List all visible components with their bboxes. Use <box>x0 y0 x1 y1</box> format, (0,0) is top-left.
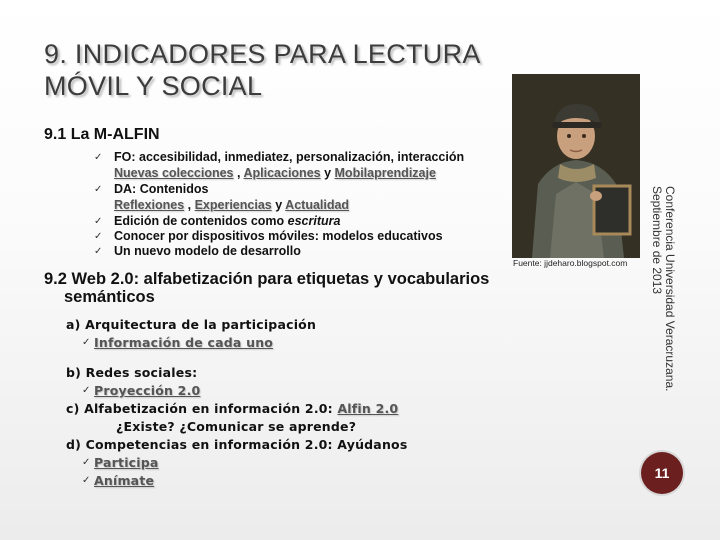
section2-title-line2: semánticos <box>64 288 155 306</box>
slide-title-line2: MÓVIL Y SOCIAL <box>44 71 263 101</box>
conference-side-text <box>650 186 676 391</box>
part-c-text <box>66 400 407 418</box>
link-aplicaciones[interactable]: Aplicaciones <box>243 166 321 180</box>
link-animate[interactable]: Anímate <box>94 473 155 488</box>
list-item-fo <box>94 150 514 165</box>
da-links <box>94 197 514 214</box>
part-a-text: a) Arquitectura de la participación <box>66 317 317 332</box>
slide-title <box>44 38 564 102</box>
da-separator-1: , <box>184 198 195 212</box>
link-actualidad[interactable]: Actualidad <box>285 198 350 212</box>
link-experiencias[interactable]: Experiencias <box>194 198 272 212</box>
section1-title: 9.1 La M-ALFIN <box>44 126 160 143</box>
check-icon: ✓ <box>82 385 91 396</box>
fo-links <box>94 165 514 182</box>
check-icon: ✓ <box>82 475 91 486</box>
section2-title <box>44 270 604 306</box>
section2-title-line1: 9.2 Web 2.0: alfabetización para etiquetas y vocabularios <box>44 270 490 288</box>
check-icon: ✓ <box>94 184 103 195</box>
photo-source-caption: Fuente: jjdeharo.blogspot.com <box>513 258 628 268</box>
fo-text: FO: accesibilidad, inmediatez, personalización, interacción <box>114 150 465 164</box>
conference-line2: Septiembre de 2013 <box>650 186 664 295</box>
link-participa[interactable]: Participa <box>94 455 159 470</box>
slide-title-line1: 9. INDICADORES PARA LECTURA <box>44 39 481 69</box>
link-mobilaprendizaje[interactable]: Mobilaprendizaje <box>334 166 436 180</box>
nuevo-modelo-text: Un nuevo modelo de desarrollo <box>114 244 301 258</box>
boy-illustration <box>512 74 640 258</box>
list-item-nuevo-modelo <box>94 244 514 259</box>
boy-with-slate-photo <box>512 74 640 258</box>
da-text: DA: Contenidos <box>114 182 209 196</box>
link-informacion-de-cada-uno[interactable]: Información de cada uno <box>94 335 274 350</box>
part-a-item <box>66 334 407 352</box>
link-reflexiones[interactable]: Reflexiones <box>114 198 185 212</box>
da-separator-2: y <box>271 198 286 212</box>
check-icon: ✓ <box>94 216 103 227</box>
page-number-badge: 11 <box>641 452 683 494</box>
edicion-italic: escritura <box>287 214 341 228</box>
fo-separator-2: y <box>320 166 335 180</box>
link-alfin[interactable]: Alfin 2.0 <box>337 401 399 416</box>
part-d-text: d) Competencias en información 2.0: Ayúdanos <box>66 437 408 452</box>
part-c-question: ¿Existe? ¿Comunicar se aprende? <box>116 419 357 434</box>
check-icon: ✓ <box>82 457 91 468</box>
conference-line1: Conferencia Universidad Veracruzana. <box>663 186 677 392</box>
list-item-edicion <box>94 214 514 229</box>
web20-list <box>66 316 407 490</box>
part-b-text: b) Redes sociales: <box>66 365 198 380</box>
fo-separator-1: , <box>233 166 244 180</box>
link-nuevas-colecciones[interactable]: Nuevas colecciones <box>114 166 234 180</box>
part-d-item-1 <box>66 454 407 472</box>
check-icon: ✓ <box>94 231 103 242</box>
list-item-conocer <box>94 229 514 244</box>
part-d-item-2 <box>66 472 407 490</box>
malfin-list <box>94 150 514 259</box>
part-b-item <box>66 382 407 400</box>
list-item-da <box>94 182 514 197</box>
link-proyeccion[interactable]: Proyección 2.0 <box>94 383 201 398</box>
edicion-text: Edición de contenidos como <box>114 214 288 228</box>
check-icon: ✓ <box>94 246 103 257</box>
conocer-text: Conocer por dispositivos móviles: modelos educativos <box>114 229 443 243</box>
part-c-prefix: c) Alfabetización en información 2.0: <box>66 401 338 416</box>
check-icon: ✓ <box>82 337 91 348</box>
check-icon: ✓ <box>94 152 103 163</box>
